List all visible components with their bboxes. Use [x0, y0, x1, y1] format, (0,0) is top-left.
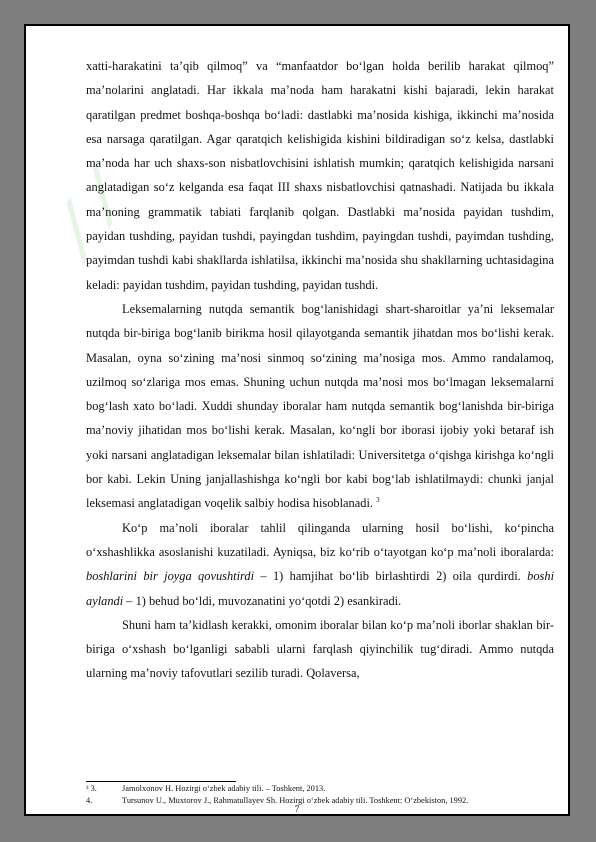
- italic-phrase: boshlarini bir joyga qovushtirdi: [86, 569, 255, 584]
- text-run: – 1) hamjihat bo‘lib birlashtirdi 2) oila qurdirdi.: [254, 569, 528, 584]
- text-run: Shuni ham ta’kidlash kerakki, omonim iboralar bilan ko‘p ma’noli iborlar shaklan bir-biriga o‘xshash bo‘lganligi sababli ularni farqlash qiyinchilik tug‘diradi. Ammo nutqda ularning ma’noviy tafovutlari sezilib turadi. Qolaversa,: [86, 617, 554, 681]
- footnote-divider: [86, 781, 236, 782]
- footnote-text: Jamolxonov H. Hozirgi o‘zbek adabiy tili. – Toshkent, 2013.: [122, 784, 326, 793]
- document-page: [24, 24, 570, 816]
- watermark-logo: ⟋⟋: [35, 155, 146, 271]
- body-text: [86, 54, 554, 686]
- paragraph: [86, 516, 554, 613]
- footnote-number: 4.: [86, 796, 93, 805]
- paragraph: [86, 297, 554, 516]
- text-run: – 1) behud bo‘ldi, muvozanatini yo‘qotdi 2) esankiradi.: [123, 593, 402, 608]
- text-run: Leksemalarning nutqda semantik bog‘lanishidagi shart-sharoitlar ya’ni leksemalar nutqda bir-biriga bog‘lanib birikma hosil qilayotganda semantik jihatdan mos bo‘lishi kerak. Masalan, oyna so‘zining ma’nosi sinmoq so‘zining ma’nosiga mos. Ammo randalamoq, uzilmoq so‘zlariga mos emas. Shuning uchun nutqda ma’nosi mos bo‘lmagan leksemalarni bog‘lash xato bo‘ladi. Xuddi shunday iboralar ham nutqda semantik bog‘lanishda bir-biriga ma’noviy jihatidan mos bo‘lishi kerak. Masalan, ko‘ngli bor iborasi ijobiy yoki betaraf ish yoki narsani anglatadigan leksemalar bilan ishlatiladi: Universitetga o‘qishga kirishga ko‘ngli bor kabi. Lekin Uning janjallashishga ko‘ngli bor kabi bog‘lab ishlatilmaydi: chunki janjal leksemasi anglatadigan voqelik salbiy hodisa hisoblanadi.: [86, 301, 554, 511]
- footnote-item: [86, 783, 554, 795]
- text-run: xatti-harakatini ta’qib qilmoq” va “manfaatdor bo‘lgan holda berilib harakat qilmoq” ma’nolarini anglatadi. Har ikkala ma’noda ham harakatni kishi bajaradi, lekin harakat qaratilgan predmet boshqa-boshqa bo‘ladi: dastlabki ma’nosida kishiga, ikkinchi ma’nosida esa narsaga qaratilgan. Agar qaratqich kelishigida kishini bildiradigan so‘z kelsa, dastlabki ma’noda har uch shaxs-son nisbatlovchisini ishlatish mumkin; qaratqich kelishigida narsani anglatadigan so‘z kelganda esa faqat III shaxs nisbatlovchisi qatnashadi. Natijada bu ikkala ma’noning grammatik tabiati farqlanib qolgan. Dastlabki ma’nosida payidan tushdim, payidan tushding, payidan tushdi, payingdan tushdim, payingdan tushdi, payimdan tushding, payimdan tushdi kabi shakllarda ishlatilsa, ikkinchi ma’nosida shu shakllarning uchtasidagina keladi: payidan tushdim, payidan tushding, payidan tushdi.: [86, 59, 554, 292]
- footnote-ref: 3: [376, 496, 380, 505]
- footnote-text: Tursunov U., Muxtorov J., Rahmatullayev Sh. Hozirgi o‘zbek adabiy tili. Toshkent: O‘zbekiston, 1992.: [122, 796, 469, 805]
- footnote-number: ³ 3.: [86, 784, 97, 793]
- text-run: Ko‘p ma’noli iboralar tahlil qilinganda ularning hosil bo‘lishi, ko‘pincha o‘xshashlikka asoslanishi kuzatiladi. Ayniqsa, biz ko‘rib o‘tayotgan ko‘p ma’noli iboralarda:: [86, 520, 554, 559]
- page-number: 7: [294, 805, 300, 815]
- paragraph: [86, 613, 554, 686]
- footnotes: [86, 783, 554, 807]
- italic-phrase: boshi aylandi: [86, 569, 555, 608]
- paragraph: [86, 54, 554, 297]
